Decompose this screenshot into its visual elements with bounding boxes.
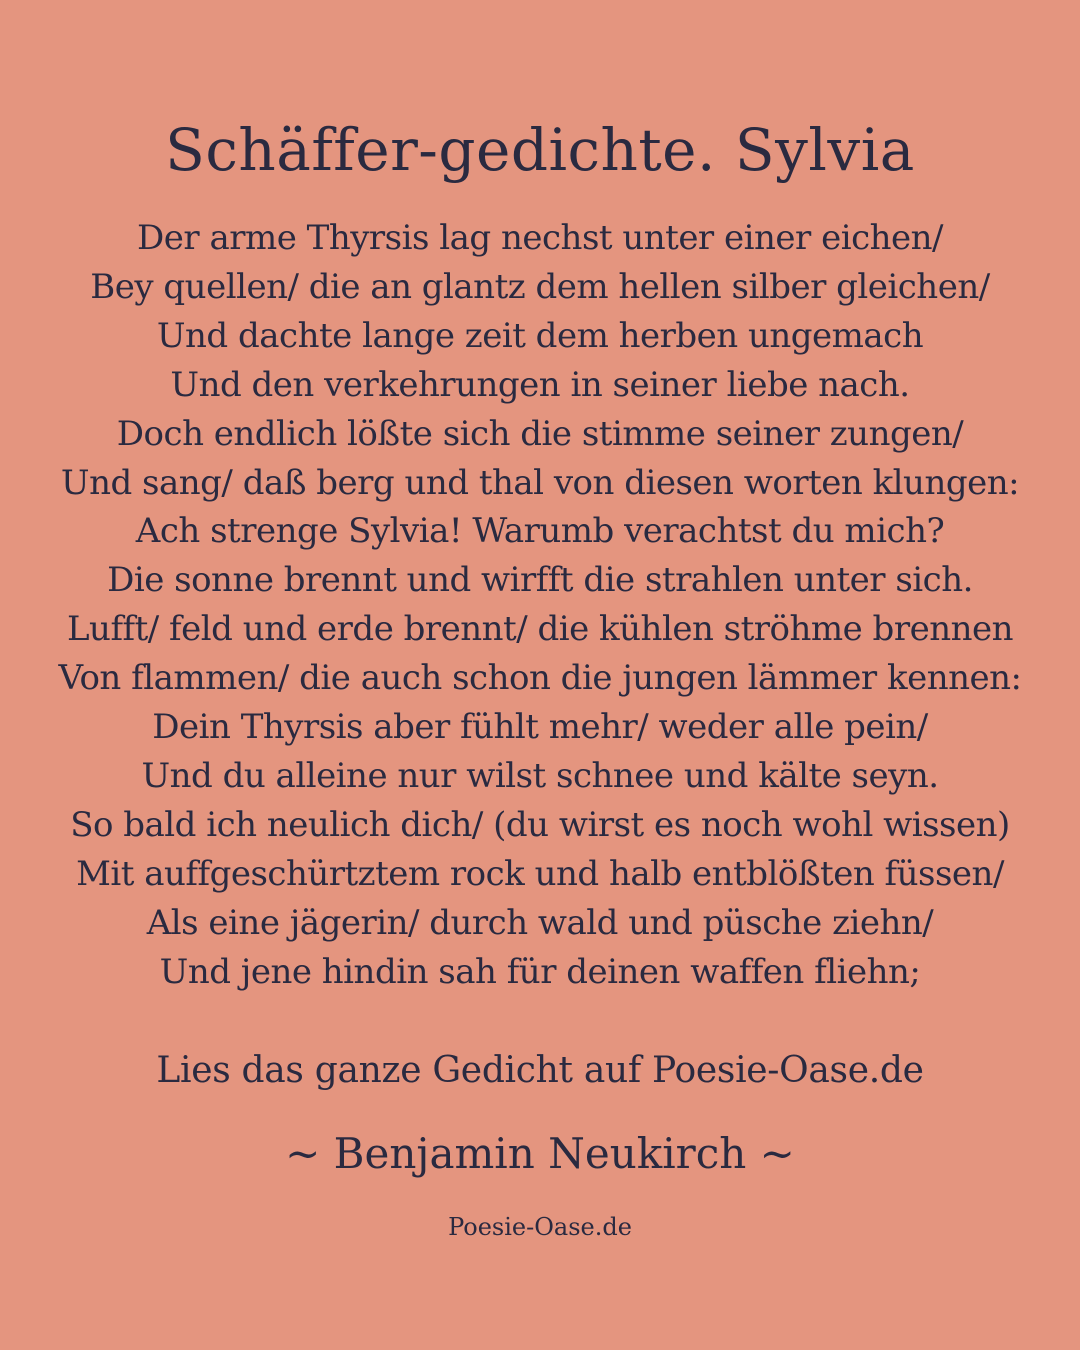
poem-line: Und jene hindin sah für deinen waffen fliehn;	[159, 951, 921, 992]
poem-line: Der arme Thyrsis lag nechst unter einer eichen/	[137, 218, 943, 258]
poem-line: Und dachte lange zeit dem herben ungemach	[156, 315, 924, 356]
site-footer: Poesie-Oase.de	[448, 1213, 632, 1241]
poem-line: Als eine jägerin/ durch wald und püsche ziehn/	[146, 902, 934, 943]
poem-title: Schäffer-gedichte. Sylvia	[165, 116, 915, 184]
read-full-poem-text: Lies das ganze Gedicht auf Poesie-Oase.de	[156, 1050, 924, 1091]
poem-line: Und den verkehrungen in seiner liebe nach.	[170, 364, 910, 405]
poem-line: Bey quellen/ die an glantz dem hellen silber gleichen/	[90, 266, 990, 307]
poem-line: Und du alleine nur wilst schnee und kälte seyn.	[141, 755, 939, 796]
poem-line: Und sang/ daß berg und thal von diesen worten klungen:	[60, 462, 1020, 503]
poem-line: Dein Thyrsis aber fühlt mehr/ weder alle pein/	[152, 707, 928, 748]
poem-body	[0, 214, 1080, 997]
poem-line: Die sonne brennt und wirfft die strahlen unter sich.	[107, 560, 973, 601]
poem-line: Mit auffgeschürtztem rock und halb entblößten füssen/	[76, 853, 1004, 894]
poem-line: Ach strenge Sylvia! Warumb verachtst du mich?	[135, 511, 945, 552]
author-name: ~ Benjamin Neukirch ~	[285, 1129, 795, 1178]
poem-line: So bald ich neulich dich/ (du wirst es noch wohl wissen)	[70, 804, 1010, 845]
poem-line: Von flammen/ die auch schon die jungen lämmer kennen:	[58, 658, 1022, 699]
poem-line: Doch endlich lößte sich die stimme seiner zungen/	[116, 413, 964, 454]
poem-line: Lufft/ feld und erde brennt/ die kühlen ströhme brennen	[66, 609, 1014, 650]
